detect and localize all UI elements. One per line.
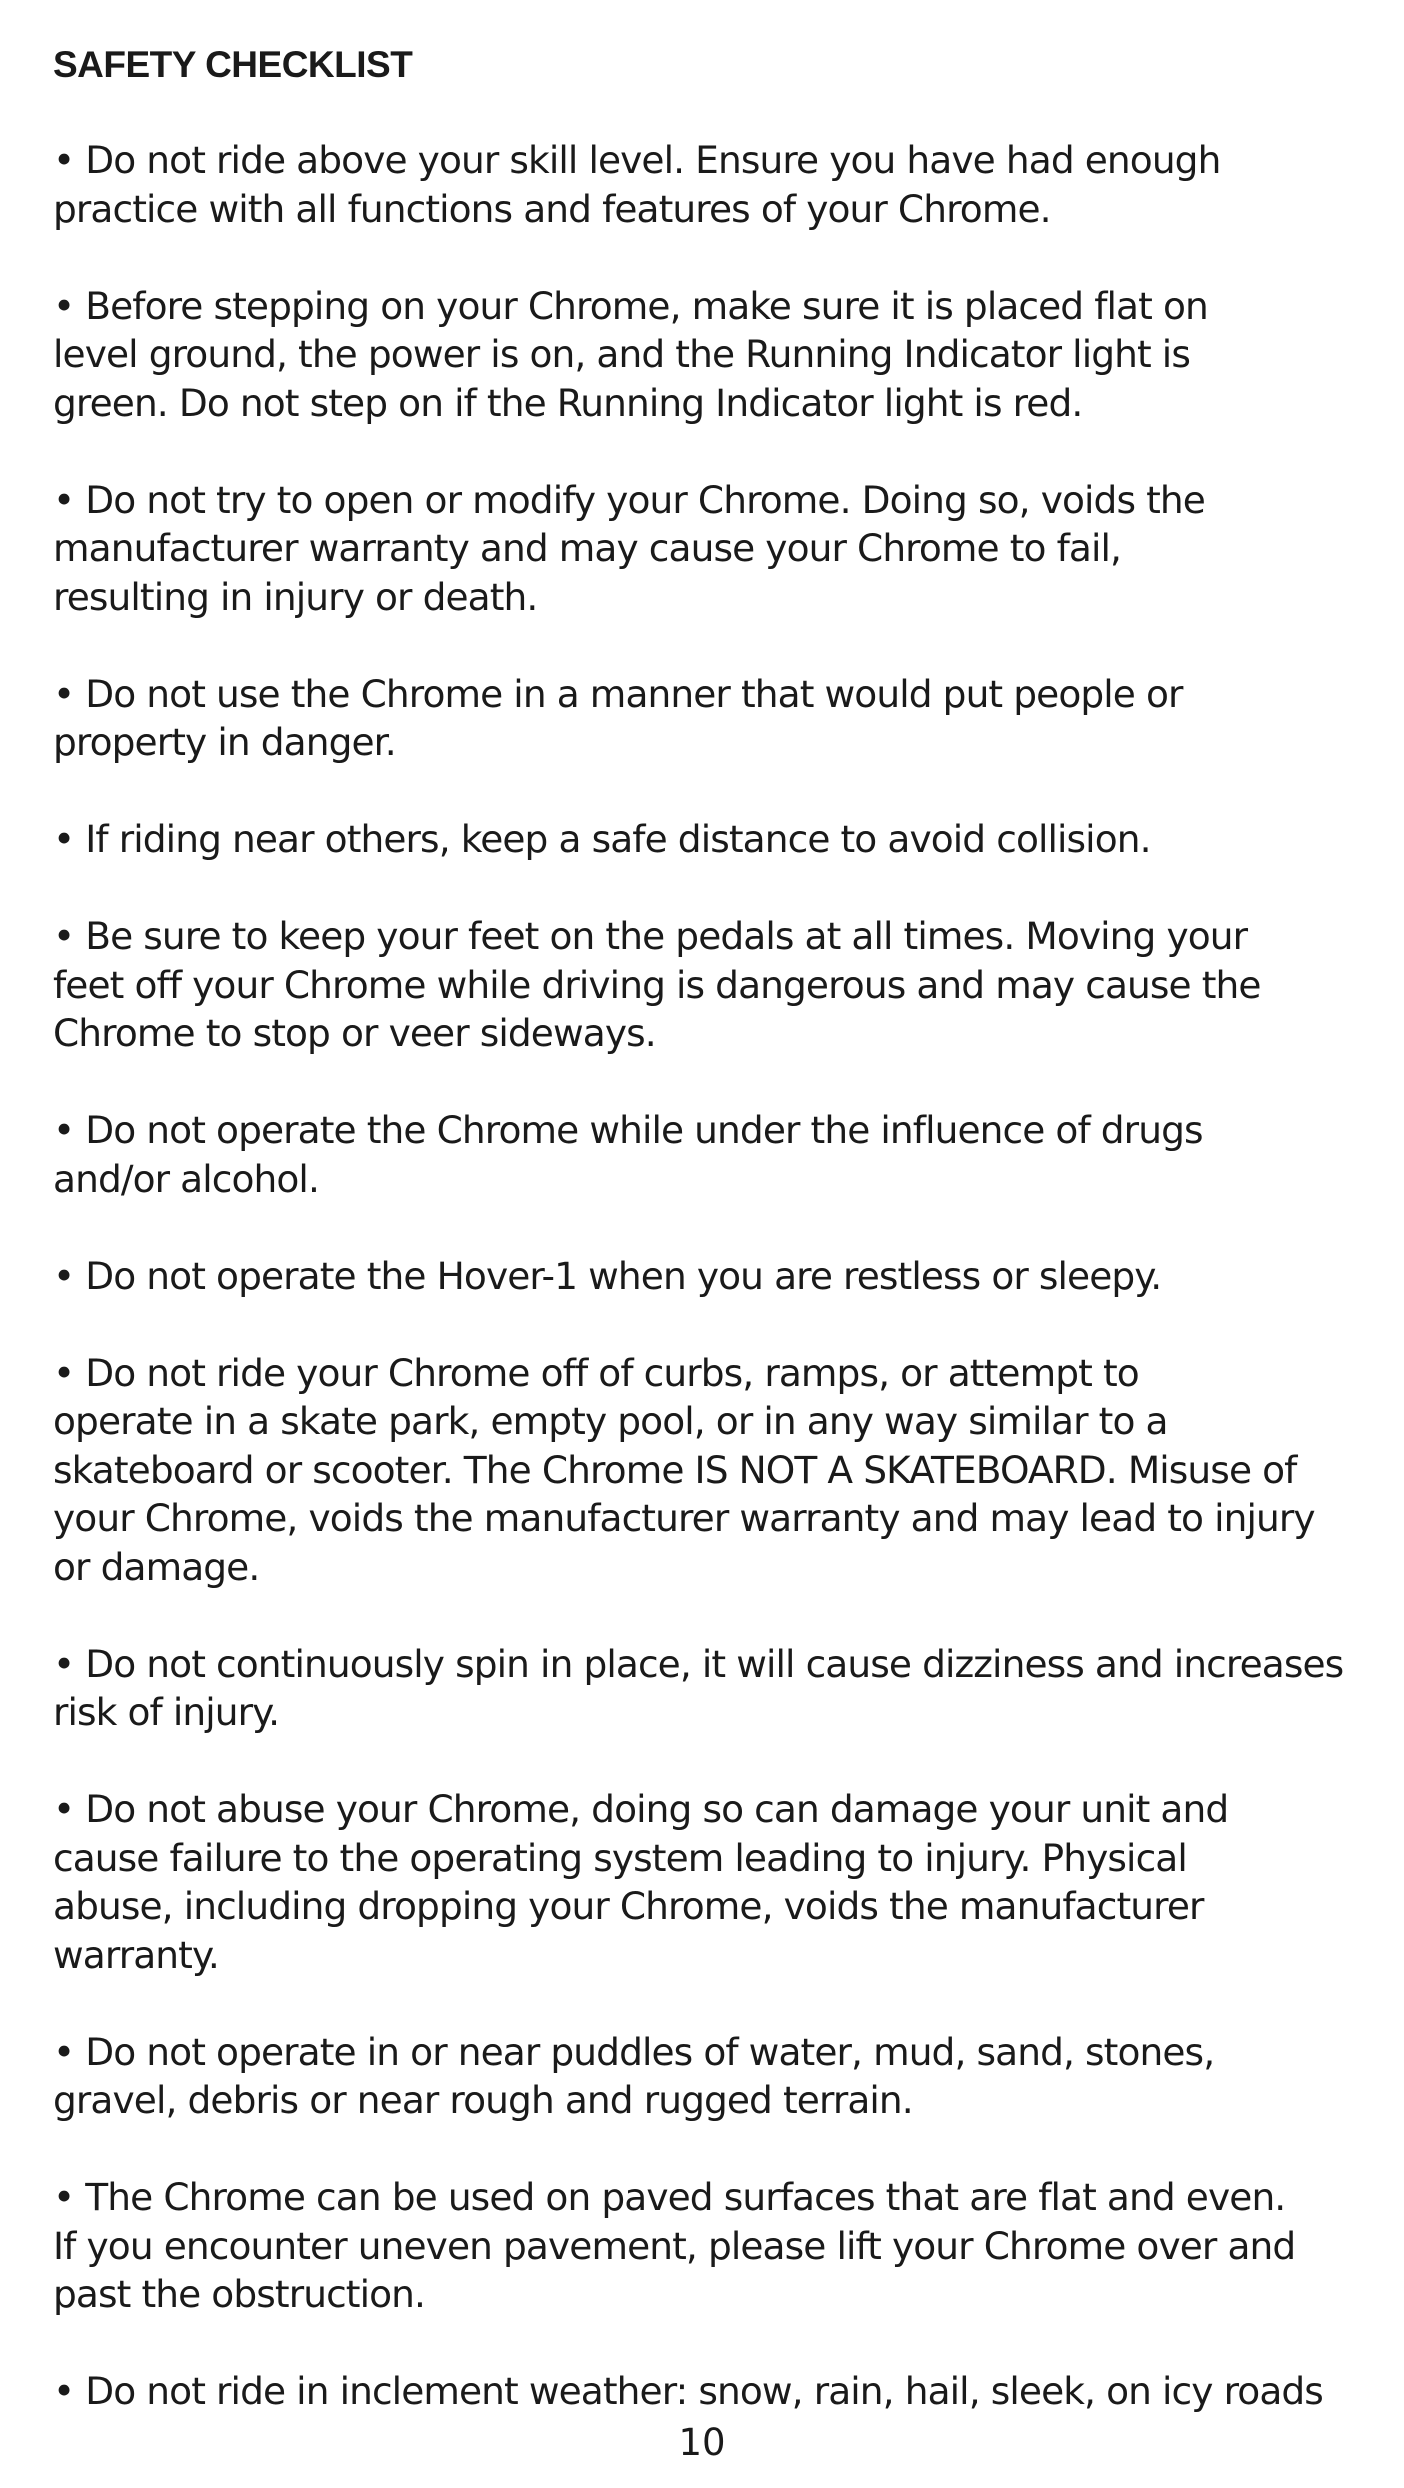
checklist-item-line: practice with all functions and features of your Chrome.	[53, 186, 1051, 231]
checklist-item-line: property in danger.	[53, 720, 396, 764]
checklist-item	[53, 912, 1383, 1058]
checklist-item-line: warranty.	[53, 1932, 219, 1977]
checklist-item-line: Chrome to stop or veer sideways.	[53, 1011, 656, 1055]
checklist-item-line: or damage.	[53, 1544, 260, 1589]
bullet-icon: •	[53, 671, 75, 716]
page-number: 10	[678, 2421, 726, 2464]
checklist-item-line: Do not ride above your skill level. Ensure you have had enough	[85, 138, 1221, 182]
checklist-item	[53, 1106, 1383, 1203]
bullet-icon: •	[53, 283, 75, 328]
bullet-icon: •	[53, 2175, 75, 2219]
bullet-icon: •	[53, 2029, 75, 2074]
checklist-item-line: Do not try to open or modify your Chrome. Doing so, voids the	[85, 477, 1205, 522]
checklist-item-line: Do not ride your Chrome off of curbs, ramps, or attempt to	[85, 1350, 1139, 1395]
checklist-item-line: The Chrome can be used on paved surfaces that are flat and even.	[85, 2175, 1286, 2219]
checklist-item-line: Do not operate the Chrome while under the influence of drugs	[85, 1108, 1203, 1152]
checklist-item-line: Before stepping on your Chrome, make sure it is placed flat on	[85, 283, 1208, 328]
checklist-item-line: Be sure to keep your feet on the pedals at all times. Moving your	[85, 914, 1248, 958]
checklist-item-line: feet off your Chrome while driving is dangerous and may cause the	[53, 962, 1261, 1007]
checklist-item-line: abuse, including dropping your Chrome, voids the manufacturer	[53, 1884, 1204, 1928]
checklist-item	[53, 1252, 1383, 1301]
checklist-item	[53, 1785, 1383, 1979]
bullet-icon: •	[53, 2369, 75, 2413]
checklist-item-line: level ground, the power is on, and the Running Indicator light is	[53, 332, 1190, 376]
bullet-icon: •	[53, 817, 75, 861]
bullet-icon: •	[53, 1641, 75, 1686]
checklist-item-line: skateboard or scooter. The Chrome IS NOT A SKATEBOARD. Misuse of	[53, 1447, 1297, 1492]
checklist-item-line: green. Do not step on if the Running Indicator light is red.	[53, 380, 1083, 425]
bullet-icon: •	[53, 138, 75, 182]
checklist-item	[53, 476, 1383, 622]
checklist-item-line: Do not continuously spin in place, it will cause dizziness and increases	[85, 1641, 1344, 1686]
checklist-item-line: and/or alcohol.	[53, 1156, 319, 1201]
bullet-icon: •	[53, 1108, 75, 1152]
checklist-item	[53, 136, 1383, 233]
checklist-item	[53, 282, 1383, 428]
bullet-icon: •	[53, 1787, 75, 1831]
checklist-item	[53, 815, 1383, 864]
page-heading: SAFETY CHECKLIST	[53, 44, 413, 85]
checklist-item	[53, 2367, 1383, 2416]
checklist-item-line: resulting in injury or death.	[53, 574, 538, 619]
checklist-item-line: Do not operate the Hover-1 when you are restless or sleepy.	[85, 1253, 1162, 1298]
bullet-icon: •	[53, 1253, 75, 1298]
checklist-item-line: gravel, debris or near rough and rugged terrain.	[53, 2078, 913, 2122]
checklist-item-line: Do not operate in or near puddles of water, mud, sand, stones,	[85, 2029, 1215, 2074]
bullet-icon: •	[53, 914, 75, 958]
safety-checklist-list	[53, 136, 1383, 2464]
checklist-item-line: cause failure to the operating system leading to injury. Physical	[53, 1835, 1187, 1880]
checklist-item	[53, 670, 1383, 767]
checklist-item	[53, 2173, 1383, 2319]
checklist-item-line: Do not use the Chrome in a manner that would put people or	[85, 671, 1183, 716]
checklist-item-line: manufacturer warranty and may cause your Chrome to fail,	[53, 526, 1122, 570]
bullet-icon: •	[53, 1350, 75, 1395]
checklist-item	[53, 1640, 1383, 1737]
checklist-item-line: your Chrome, voids the manufacturer warranty and may lead to injury	[53, 1496, 1315, 1540]
checklist-item-line: past the obstruction.	[53, 2272, 426, 2316]
bullet-icon: •	[53, 477, 75, 522]
checklist-item	[53, 1349, 1383, 1592]
checklist-item-line: If you encounter uneven pavement, please lift your Chrome over and	[53, 2223, 1296, 2268]
checklist-item-line: If riding near others, keep a safe distance to avoid collision.	[85, 817, 1151, 861]
checklist-item-line: risk of injury.	[53, 1690, 280, 1734]
checklist-item-line: Do not abuse your Chrome, doing so can damage your unit and	[85, 1787, 1229, 1831]
checklist-item	[53, 2028, 1383, 2125]
checklist-item-line: operate in a skate park, empty pool, or in any way similar to a	[53, 1399, 1168, 1443]
checklist-item-line: Do not ride in inclement weather: snow, rain, hail, sleek, on icy roads	[85, 2369, 1323, 2413]
